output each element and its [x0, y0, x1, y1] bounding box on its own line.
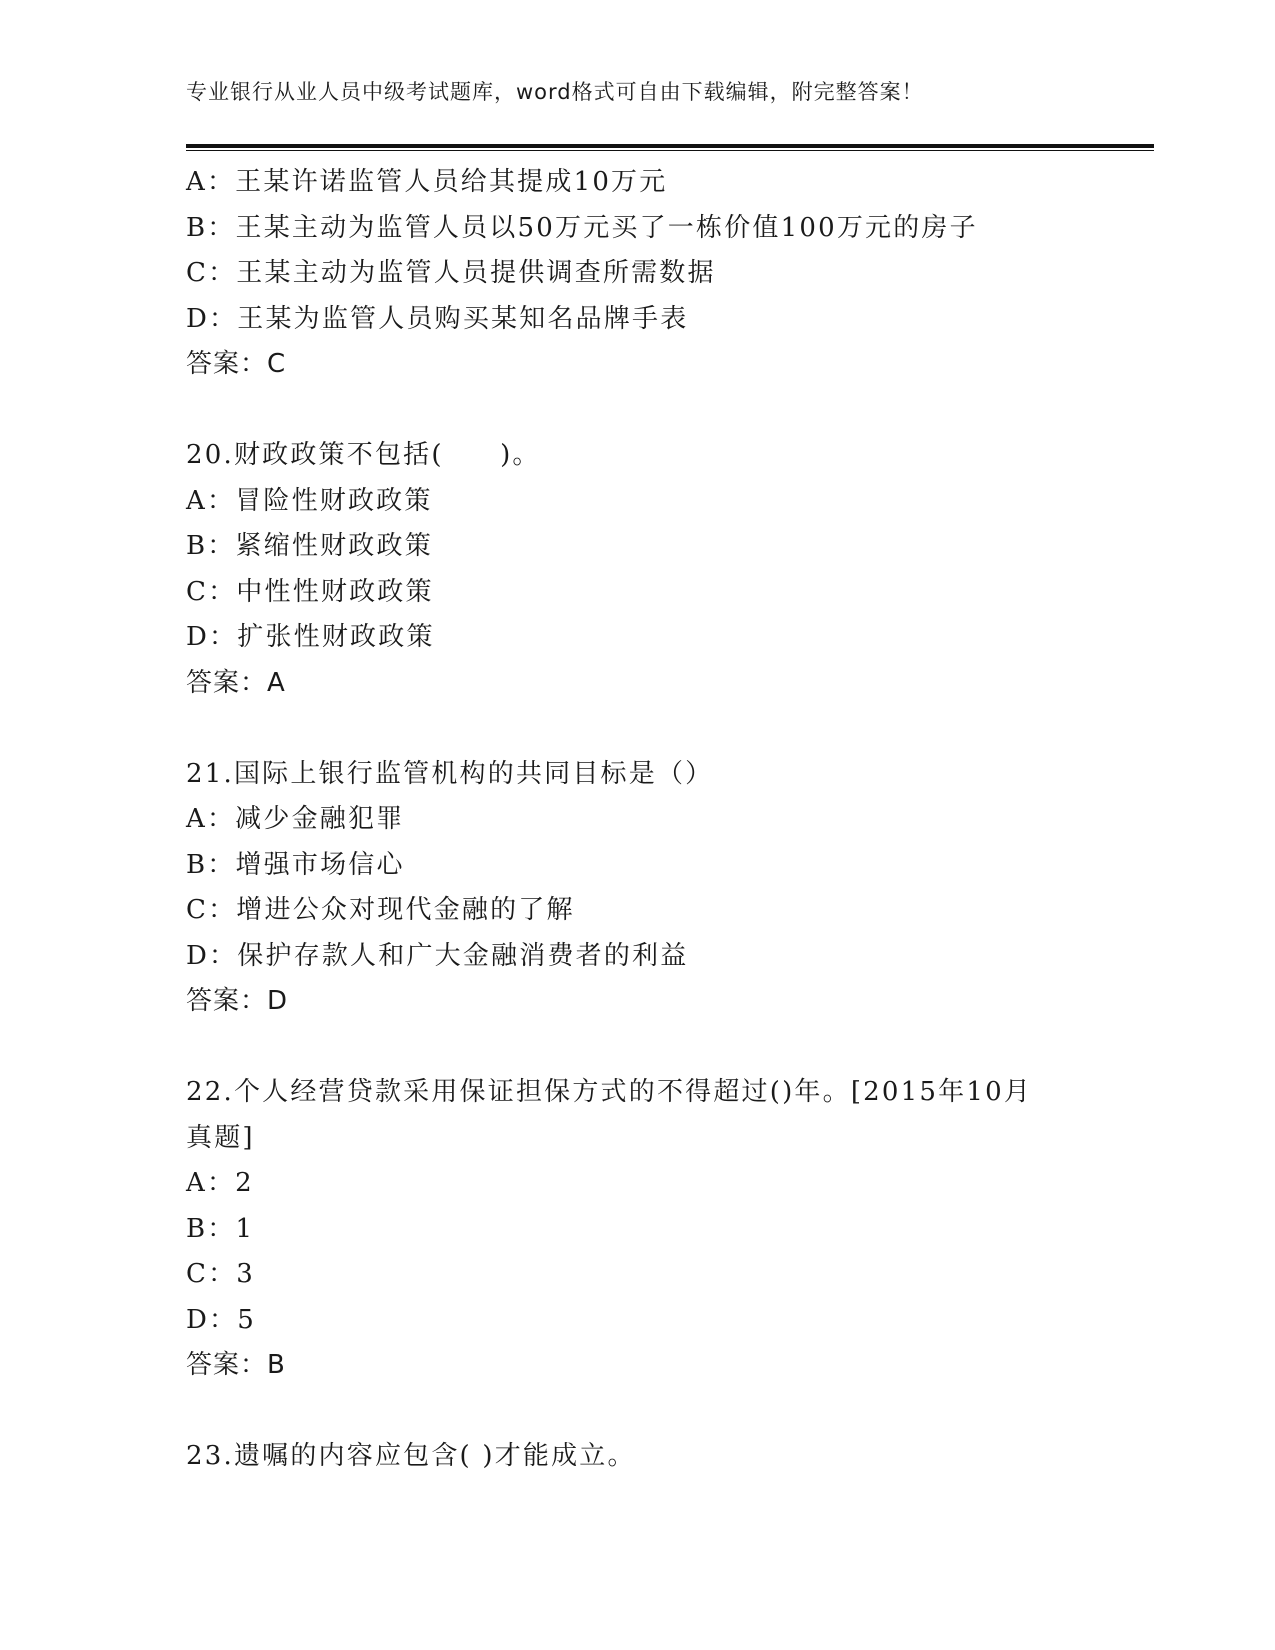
question-23 [186, 1434, 1086, 1480]
option-d: D：保护存款人和广大金融消费者的利益 [186, 940, 689, 971]
option-b: B：增强市场信心 [186, 849, 405, 880]
option-a: A：减少金融犯罪 [186, 804, 405, 834]
option-a: A：2 [186, 1168, 254, 1198]
option-c: C：王某主动为监管人员提供调查所需数据 [186, 258, 716, 288]
option-b: B：王某主动为监管人员以50万元买了一栋价值100万元的房子 [186, 212, 978, 243]
option-b: B：紧缩性财政政策 [186, 531, 433, 561]
question-text: 20.财政政策不包括( )。 [186, 440, 541, 470]
header-divider [186, 144, 1154, 151]
option-d: D：5 [186, 1304, 256, 1335]
option-a: A：王某许诺监管人员给其提成10万元 [186, 167, 668, 197]
answer: 答案：A [186, 667, 286, 698]
option-a: A：冒险性财政政策 [186, 485, 433, 516]
option-d: D：扩张性财政政策 [186, 622, 435, 652]
question-19 [186, 160, 1086, 388]
question-20 [186, 433, 1086, 706]
page-header: 专业银行从业人员中级考试题库，word格式可自由下载编辑，附完整答案！ [186, 80, 924, 104]
option-c: C：3 [186, 1259, 256, 1289]
answer: 答案：B [186, 1350, 286, 1380]
question-list [186, 160, 1086, 1480]
question-text: 21.国际上银行监管机构的共同目标是（） [186, 758, 714, 789]
question-text: 22.个人经营贷款采用保证担保方式的不得超过()年。[2015年10月真题] [186, 1077, 1033, 1153]
option-b: B：1 [186, 1213, 255, 1244]
answer: 答案：D [186, 986, 289, 1016]
question-21 [186, 752, 1086, 1025]
option-c: C：增进公众对现代金融的了解 [186, 895, 575, 925]
answer: 答案：C [186, 349, 287, 379]
question-22 [186, 1070, 1086, 1389]
option-d: D：王某为监管人员购买某知名品牌手表 [186, 303, 689, 334]
question-text: 23.遗嘱的内容应包含( )才能成立。 [186, 1441, 636, 1471]
option-c: C：中性性财政政策 [186, 576, 434, 607]
